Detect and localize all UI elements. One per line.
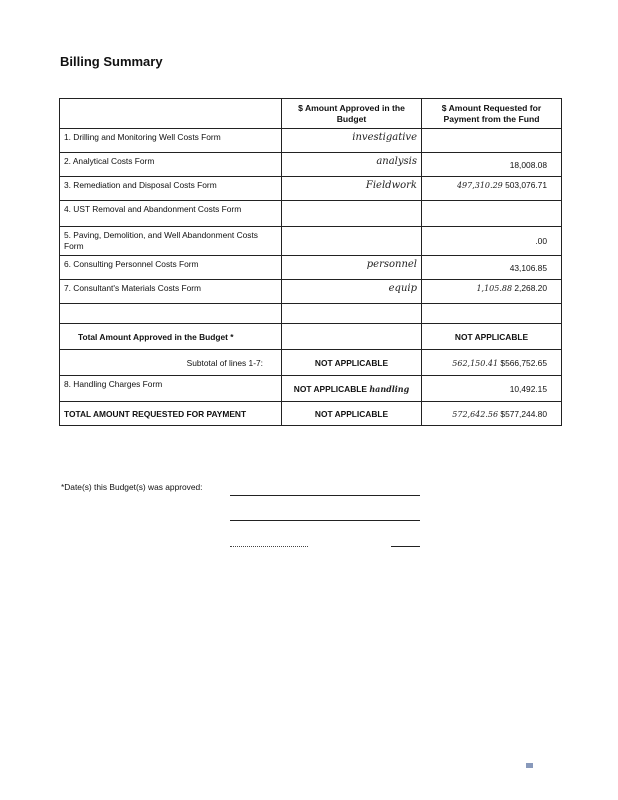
handwritten-note: Fieldwork — [282, 177, 422, 201]
table-row — [60, 256, 562, 280]
printed-amount: 503,076.71 — [505, 180, 547, 190]
requested-amount — [422, 177, 562, 201]
page-marker-icon — [526, 763, 533, 768]
billing-summary-table — [59, 98, 562, 426]
handling-row — [60, 376, 562, 402]
requested-amount: .00 — [422, 227, 562, 256]
row-label: 4. UST Removal and Abandonment Costs Form — [60, 201, 282, 227]
handwritten-amount: 562,150.41 — [452, 358, 499, 368]
total-requested-row — [60, 402, 562, 426]
handling-requested: 10,492.15 — [422, 376, 562, 402]
printed-value: NOT APPLICABLE — [293, 383, 367, 394]
table-row — [60, 280, 562, 304]
subtotal-requested — [422, 350, 562, 376]
approval-date-line — [230, 546, 308, 547]
subtotal-label: Subtotal of lines 1-7: — [60, 350, 282, 376]
total-requested-approved: NOT APPLICABLE — [282, 402, 422, 426]
approved-amount — [282, 201, 422, 227]
table-row — [60, 129, 562, 153]
page-title: Billing Summary — [60, 54, 163, 69]
total-approved-requested: NOT APPLICABLE — [422, 324, 562, 350]
requested-amount: 43,106.85 — [422, 256, 562, 280]
row-label: 2. Analytical Costs Form — [60, 153, 282, 177]
row-label: 7. Consultant's Materials Costs Form — [60, 280, 282, 304]
header-item — [60, 99, 282, 129]
blank-row — [60, 304, 562, 324]
total-approved-row — [60, 324, 562, 350]
header-requested: $ Amount Requested for Payment from the Fund — [422, 99, 562, 129]
total-requested-value — [422, 402, 562, 426]
total-approved-value — [282, 324, 422, 350]
handwritten-amount: 497,310.29 — [456, 181, 503, 190]
handwritten-amount: 1,105.88 — [476, 284, 513, 293]
handwritten-note: investigative — [282, 129, 422, 153]
handwritten-note: equip — [282, 280, 422, 304]
approval-date-line — [230, 495, 420, 496]
handling-approved — [282, 376, 422, 402]
approval-date-line — [391, 546, 420, 547]
approved-amount — [282, 227, 422, 256]
row-label: 1. Drilling and Monitoring Well Costs Form — [60, 129, 282, 153]
handwritten-note: analysis — [282, 153, 422, 177]
header-approved: $ Amount Approved in the Budget — [282, 99, 422, 129]
printed-amount: $566,752.65 — [500, 357, 547, 368]
table-header-row — [60, 99, 562, 129]
printed-amount: 2,268.20 — [514, 283, 547, 293]
handwritten-amount: 572,642.56 — [452, 409, 499, 419]
requested-amount — [422, 201, 562, 227]
total-requested-label: TOTAL AMOUNT REQUESTED FOR PAYMENT — [60, 402, 282, 426]
table-row — [60, 153, 562, 177]
approval-date-line — [230, 520, 420, 521]
subtotal-row — [60, 350, 562, 376]
row-label: 3. Remediation and Disposal Costs Form — [60, 177, 282, 201]
approval-date-label: *Date(s) this Budget(s) was approved: — [61, 482, 203, 492]
requested-amount — [422, 129, 562, 153]
table-row — [60, 201, 562, 227]
table-row — [60, 227, 562, 256]
row-label: 6. Consulting Personnel Costs Form — [60, 256, 282, 280]
handling-label: 8. Handling Charges Form — [60, 376, 282, 402]
printed-amount: $577,244.80 — [500, 408, 547, 419]
handwritten-note: handling — [369, 383, 410, 394]
row-label: 5. Paving, Demolition, and Well Abandonment Costs Form — [60, 227, 282, 256]
handwritten-note: personnel — [282, 256, 422, 280]
subtotal-approved: NOT APPLICABLE — [282, 350, 422, 376]
requested-amount — [422, 280, 562, 304]
total-approved-label: Total Amount Approved in the Budget * — [60, 324, 282, 350]
requested-amount: 18,008.08 — [422, 153, 562, 177]
table-row — [60, 177, 562, 201]
